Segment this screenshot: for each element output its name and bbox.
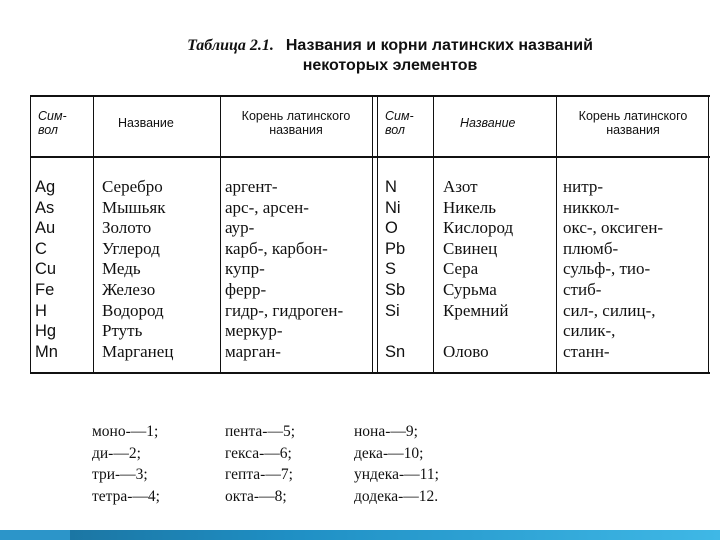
caption-title-line2: некоторых элементов <box>302 57 478 74</box>
root-cell: окс-, оксиген- <box>563 218 664 238</box>
col-divider <box>556 95 557 374</box>
name-cell: Свинец <box>443 238 498 258</box>
symbol-cell: Sn <box>385 342 406 361</box>
symbol-cell: Sb <box>385 280 406 299</box>
root-cell: сил-, силиц-, <box>563 300 656 320</box>
symbol-cell: Ag <box>35 178 56 196</box>
header-symbol-left: Сим- вол <box>38 109 67 137</box>
col-divider <box>93 95 94 374</box>
symbol-cell: Au <box>35 219 56 238</box>
symbol-cell: O <box>385 219 398 238</box>
prefix-item: три-—3; <box>92 466 148 483</box>
name-cell <box>443 321 513 342</box>
header-root-left: Корень латинского названия <box>241 109 351 137</box>
name-cell: Железо <box>102 279 156 299</box>
double-divider-a <box>372 95 373 374</box>
name-cell: Марганец <box>102 341 174 361</box>
symbol-cell: Pb <box>385 239 406 258</box>
root-cell: меркур- <box>225 321 283 341</box>
root-cell: аргент- <box>225 177 278 196</box>
name-cell: Никель <box>443 197 496 217</box>
caption-number: Таблица 2.1. <box>187 37 274 54</box>
root-cell: марган- <box>225 341 281 361</box>
symbol-cell: As <box>35 198 55 217</box>
prefix-item: пента-—5; <box>225 423 296 440</box>
symbol-cell: Cu <box>35 260 57 279</box>
name-cell: Сурьма <box>443 279 497 299</box>
root-cell: сульф-, тио- <box>563 259 651 279</box>
name-cell: Водород <box>102 300 164 320</box>
header-symbol-right: Сим- вол <box>385 109 414 137</box>
root-cell: гидр-, гидроген- <box>225 300 344 320</box>
name-cell: Углерод <box>102 238 160 258</box>
prefix-item: гекса-—6; <box>225 444 292 462</box>
prefix-item: моно-—1; <box>92 423 159 440</box>
symbol-cell: C <box>35 239 47 258</box>
header-name-left: Название <box>118 116 174 130</box>
caption-title-line1: Названия и корни латинских названий <box>285 37 593 54</box>
double-divider-b <box>377 95 378 374</box>
header-bottom-rule <box>30 156 710 158</box>
header-root-right: Корень латинского названия <box>578 109 688 137</box>
prefix-column <box>92 421 160 507</box>
header-name-right: Название <box>460 116 516 130</box>
symbol-cell: H <box>35 301 47 320</box>
prefix-item: тетра-—4; <box>92 487 160 505</box>
prefix-item: окта-—8; <box>225 487 287 505</box>
symbol-cell: Mn <box>35 342 58 361</box>
root-cell: арс-, арсен- <box>225 197 309 217</box>
bottom-bar-accent <box>0 530 70 540</box>
symbol-cell <box>385 321 405 342</box>
root-cell: купр- <box>225 259 265 279</box>
table-left-border <box>30 95 31 374</box>
table-top-rule <box>30 95 710 97</box>
symbol-cell: S <box>385 260 397 279</box>
root-cell: плюмб- <box>563 238 619 258</box>
col-divider <box>433 95 434 374</box>
name-cell: Мышьяк <box>102 197 166 217</box>
prefix-item: додека-—12. <box>354 487 439 505</box>
root-cell: нитр- <box>563 177 603 196</box>
slide-bottom-bar <box>0 530 720 540</box>
name-cell: Медь <box>102 259 141 279</box>
left-name-column <box>102 177 173 362</box>
right-root-column <box>563 177 663 362</box>
root-cell: силик-, <box>563 321 616 341</box>
name-cell: Олово <box>443 341 489 361</box>
root-cell: ферр- <box>225 279 267 299</box>
prefix-column <box>225 421 295 507</box>
symbol-cell: Ni <box>385 198 401 217</box>
table-bottom-rule <box>30 372 710 374</box>
prefix-column <box>354 421 439 507</box>
prefix-item: дека-—10; <box>354 444 424 462</box>
name-cell: Кислород <box>443 218 514 238</box>
symbol-cell: Si <box>385 301 400 320</box>
symbol-cell: Fe <box>35 280 55 299</box>
prefix-item: гепта-—7; <box>225 466 293 483</box>
elements-table <box>30 95 710 374</box>
left-root-column <box>225 177 343 362</box>
table-right-border <box>708 95 709 374</box>
root-cell: стиб- <box>563 279 602 299</box>
left-symbol-column <box>35 177 58 362</box>
name-cell: Ртуть <box>102 321 143 341</box>
name-cell: Азот <box>443 177 478 196</box>
symbol-cell: Hg <box>35 322 57 341</box>
root-cell: карб-, карбон- <box>225 238 328 258</box>
prefix-item: нона-—9; <box>354 423 418 440</box>
root-cell: никкол- <box>563 197 620 217</box>
name-cell: Серебро <box>102 177 163 196</box>
right-name-column <box>443 177 513 362</box>
name-cell: Золото <box>102 218 152 238</box>
prefix-item: ундека-—11; <box>354 466 439 483</box>
name-cell: Кремний <box>443 300 509 320</box>
prefix-item: ди-—2; <box>92 444 141 462</box>
col-divider <box>220 95 221 374</box>
table-caption <box>110 36 670 76</box>
name-cell: Сера <box>443 259 479 279</box>
root-cell: аур- <box>225 218 255 238</box>
root-cell: станн- <box>563 341 610 361</box>
right-symbol-column <box>385 177 405 362</box>
symbol-cell: N <box>385 178 397 196</box>
